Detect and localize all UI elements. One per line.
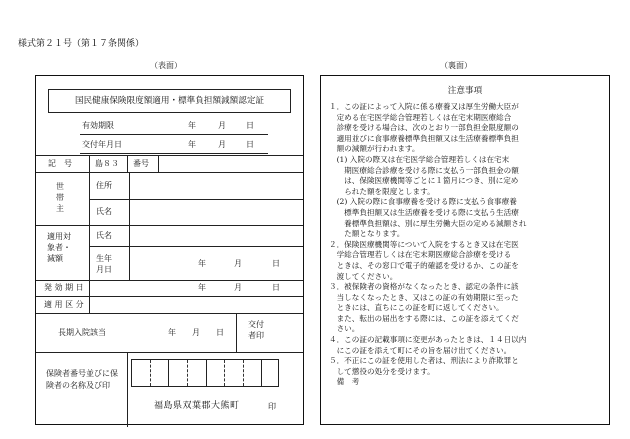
back-label: （裏面） — [440, 61, 472, 70]
note-line: (1) 入院の際又は在宅医学総合管理若しくは在宅末 — [329, 154, 510, 164]
insurer-name: 福島県双葉郡大熊町 — [154, 401, 240, 411]
category-label: 適 用 区 分 — [44, 300, 84, 309]
note-line: ３．被保険者の資格がなくなったとき、認定の条件に該 — [329, 282, 519, 292]
note-line: ときには、直ちにこの証を町に返してください。 — [329, 303, 504, 313]
start-date-label: 発 効 期 日 — [44, 283, 84, 292]
note-line: た額となります。 — [329, 229, 405, 239]
symbol-value: 島８３ — [95, 159, 119, 168]
issue-date-label: 交付年月日 — [82, 140, 122, 149]
note-line: さい。 — [329, 324, 360, 334]
insurer-label: 保険者番号並びに保険者の名称及び印 — [46, 369, 118, 390]
note-line: ５．不正にこの証を使用した者は、刑法により詐欺罪と — [329, 356, 519, 366]
long-stay-year: 年 — [168, 328, 176, 337]
note-line: 標準負担額又は生活療養を受ける際に支払う生活療 — [329, 207, 519, 217]
long-stay-day: 日 — [216, 328, 224, 337]
insured-name-label: 氏名 — [96, 231, 112, 240]
issue-day: 日 — [246, 140, 254, 149]
notes-list — [329, 102, 605, 388]
insured-label: 適用対象者・減額 — [47, 232, 71, 263]
validity-year: 年 — [188, 121, 196, 130]
validity-day: 日 — [246, 121, 254, 130]
birth-day: 日 — [272, 259, 280, 268]
birth-label: 生年月日 — [96, 254, 112, 274]
insurer-number-boxes — [131, 359, 279, 387]
address-label: 住所 — [96, 181, 112, 190]
birth-year: 年 — [198, 259, 206, 268]
front-label: （表面） — [150, 61, 182, 70]
validity-month: 月 — [218, 121, 226, 130]
note-line: 備 考 — [329, 377, 360, 387]
symbol-label: 記 号 — [48, 159, 72, 168]
front-table — [36, 155, 303, 427]
note-line: また、転出の届出をする際には、この証を添えてくだ — [329, 313, 519, 323]
note-line: にこの証を添えて町にその旨を届け出てください。 — [329, 345, 512, 355]
card-title: 国民健康保険限度額適用・標準負担額減額認定証 — [74, 96, 265, 106]
note-line: られた額を限度とします。 — [329, 186, 435, 196]
householder-name-label: 氏名 — [96, 207, 112, 216]
note-line: (2) 入院の際に食事療養を受ける際に支払う食事療養 — [329, 197, 517, 207]
note-line: ４．この証の記載事項に変更があったときは、１４日以内 — [329, 335, 527, 345]
householder-label: 世帯主 — [56, 182, 64, 213]
issuer-seal-label: 交付者印 — [248, 320, 264, 340]
insurer-seal: 印 — [268, 402, 276, 411]
number-label: 番号 — [133, 159, 149, 168]
note-line: 額の減額が行われます。 — [329, 144, 420, 154]
long-stay-month: 月 — [192, 328, 200, 337]
form-number: 様式第２１号（第１７条関係） — [18, 39, 145, 49]
start-month: 月 — [234, 283, 242, 292]
long-stay-label: 長期入院該当 — [58, 328, 106, 337]
note-line: 渡してください。 — [329, 271, 398, 281]
note-line: 適用並びに食事療養標準負担額又は生活療養標準負担 — [329, 133, 519, 143]
note-line: 診療を受ける場合は、次のとおり一部負担金限度額の — [329, 123, 519, 133]
issue-month: 月 — [218, 140, 226, 149]
note-line: １．この証によって入院に係る療養又は厚生労働大臣が — [329, 102, 519, 111]
notes-heading: 注意事項 — [447, 86, 483, 96]
title-box — [48, 89, 291, 113]
note-line: は、保険医療機関等ごとに１箇月につき、別に定め — [329, 176, 519, 186]
note-line: 期医療総合診療を受ける際に支払う一部負担金の額 — [329, 165, 519, 175]
note-line: ときは、その窓口で電子的確認を受けるか、この証を — [329, 260, 519, 270]
note-line: 養標準負担額は、別に厚生労働大臣の定める減額され — [329, 218, 527, 228]
note-line: 学総合管理若しくは在宅末期医療総合診療を受ける — [329, 250, 512, 260]
note-line: 当しなくなったとき、又はこの証の有効期限に至った — [329, 292, 519, 302]
note-line: して懲役の処分を受けます。 — [329, 366, 435, 376]
back-card — [320, 75, 610, 425]
start-year: 年 — [198, 283, 206, 292]
note-line: 定める在宅医学総合管理若しくは在宅末期医療総合 — [329, 112, 512, 122]
front-card — [35, 75, 304, 425]
validity-label: 有効期限 — [82, 121, 114, 130]
issue-year: 年 — [188, 140, 196, 149]
start-day: 日 — [272, 283, 280, 292]
note-line: ２．保険医療機関等について入院をするとき又は在宅医 — [329, 239, 519, 249]
birth-month: 月 — [234, 259, 242, 268]
